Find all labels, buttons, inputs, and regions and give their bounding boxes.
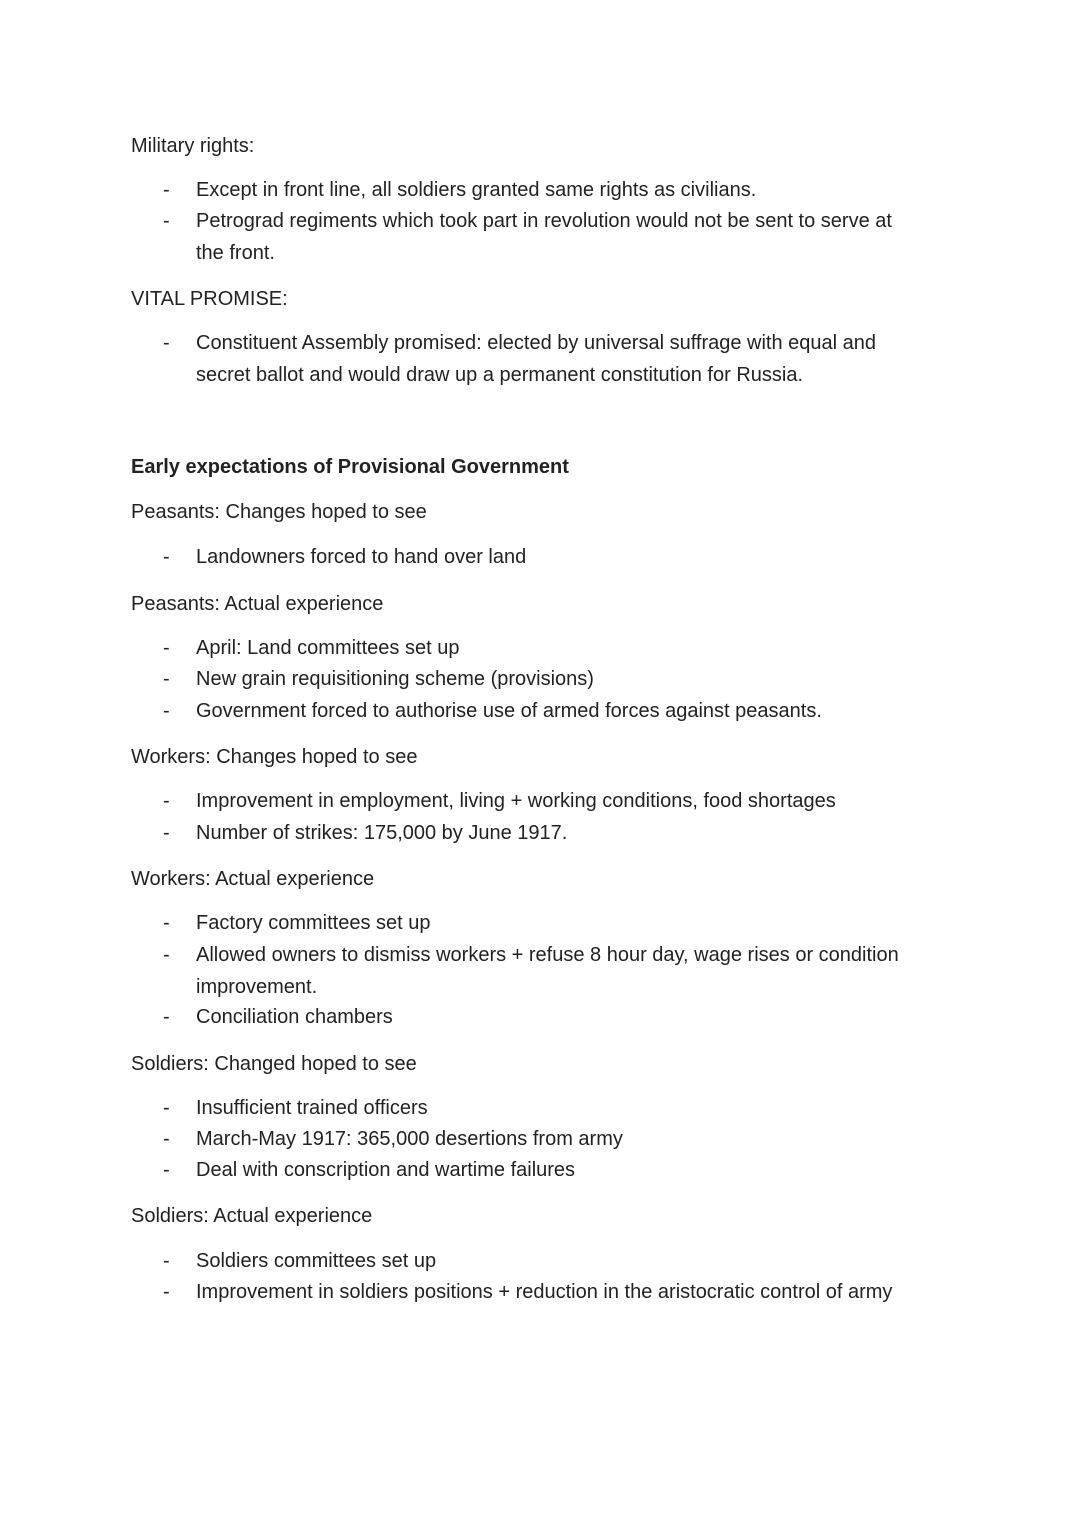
bullet-dash: -: [163, 944, 170, 966]
bullet-dash: -: [163, 912, 170, 934]
list-item-text: Insufficient trained officers: [196, 1097, 428, 1119]
list-item: [163, 908, 923, 940]
list-item: [163, 175, 923, 207]
bullet-dash: -: [163, 179, 170, 201]
list-item: [163, 786, 923, 818]
section-heading-workers-actual: Workers: Actual experience: [131, 868, 375, 890]
section-heading-peasants-actual: Peasants: Actual experience: [131, 593, 384, 615]
list-item-text: Constituent Assembly promised: elected by universal suffrage with equal and secret ballot and would draw up a permanent constitution for Russia.: [196, 332, 877, 386]
list-item-text: April: Land committees set up: [196, 637, 460, 659]
document-title: Early expectations of Provisional Government: [131, 456, 569, 478]
bullet-dash: -: [163, 1281, 170, 1303]
list-item: [163, 1093, 923, 1125]
list-item-text: Landowners forced to hand over land: [196, 546, 527, 568]
bullet-dash: -: [163, 700, 170, 722]
bullet-dash: -: [163, 637, 170, 659]
bullet-dash: -: [163, 822, 170, 844]
list-item: [163, 542, 923, 574]
section-heading-soldiers-actual: Soldiers: Actual experience: [131, 1205, 373, 1227]
bullet-dash: -: [163, 1250, 170, 1272]
list-item: [163, 328, 923, 391]
list-item-text: Soldiers committees set up: [196, 1250, 437, 1272]
bullet-dash: -: [163, 546, 170, 568]
bullet-dash: -: [163, 1159, 170, 1181]
bullet-dash: -: [163, 1006, 170, 1028]
bullet-dash: -: [163, 332, 170, 354]
list-item: [163, 696, 923, 728]
list-item-text: Allowed owners to dismiss workers + refuse 8 hour day, wage rises or condition improvement.: [196, 944, 899, 998]
bullet-dash: -: [163, 1097, 170, 1119]
list-item: [163, 940, 923, 1003]
bullet-dash: -: [163, 790, 170, 812]
section-heading-workers-hoped: Workers: Changes hoped to see: [131, 746, 418, 768]
list-item: [163, 1155, 923, 1187]
section-heading-vital-promise: VITAL PROMISE:: [131, 288, 288, 310]
list-item-text: New grain requisitioning scheme (provisions): [196, 668, 594, 690]
bullet-dash: -: [163, 210, 170, 232]
list-item-text: Except in front line, all soldiers granted same rights as civilians.: [196, 179, 757, 201]
section-heading-soldiers-hoped: Soldiers: Changed hoped to see: [131, 1053, 417, 1075]
list-item-text: Number of strikes: 175,000 by June 1917.: [196, 822, 568, 844]
bullet-dash: -: [163, 1128, 170, 1150]
list-item: [163, 1246, 923, 1278]
list-item-text: March-May 1917: 365,000 desertions from army: [196, 1128, 623, 1150]
section-heading-peasants-hoped: Peasants: Changes hoped to see: [131, 501, 427, 523]
list-item-text: Factory committees set up: [196, 912, 431, 934]
list-item: [163, 633, 923, 665]
list-item-text: Improvement in employment, living + working conditions, food shortages: [196, 790, 836, 812]
list-item-text: Petrograd regiments which took part in revolution would not be sent to serve at the front.: [196, 210, 892, 264]
bullet-dash: -: [163, 668, 170, 690]
list-item: [163, 1124, 923, 1156]
list-item-text: Conciliation chambers: [196, 1006, 393, 1028]
list-item-text: Government forced to authorise use of armed forces against peasants.: [196, 700, 822, 722]
list-item-text: Deal with conscription and wartime failures: [196, 1159, 576, 1181]
list-item: [163, 206, 923, 269]
list-item-text: Improvement in soldiers positions + reduction in the aristocratic control of army: [196, 1281, 893, 1303]
list-item: [163, 1277, 923, 1309]
section-heading-military-rights: Military rights:: [131, 135, 255, 157]
list-item: [163, 818, 923, 850]
list-item: [163, 1002, 923, 1034]
list-item: [163, 664, 923, 696]
